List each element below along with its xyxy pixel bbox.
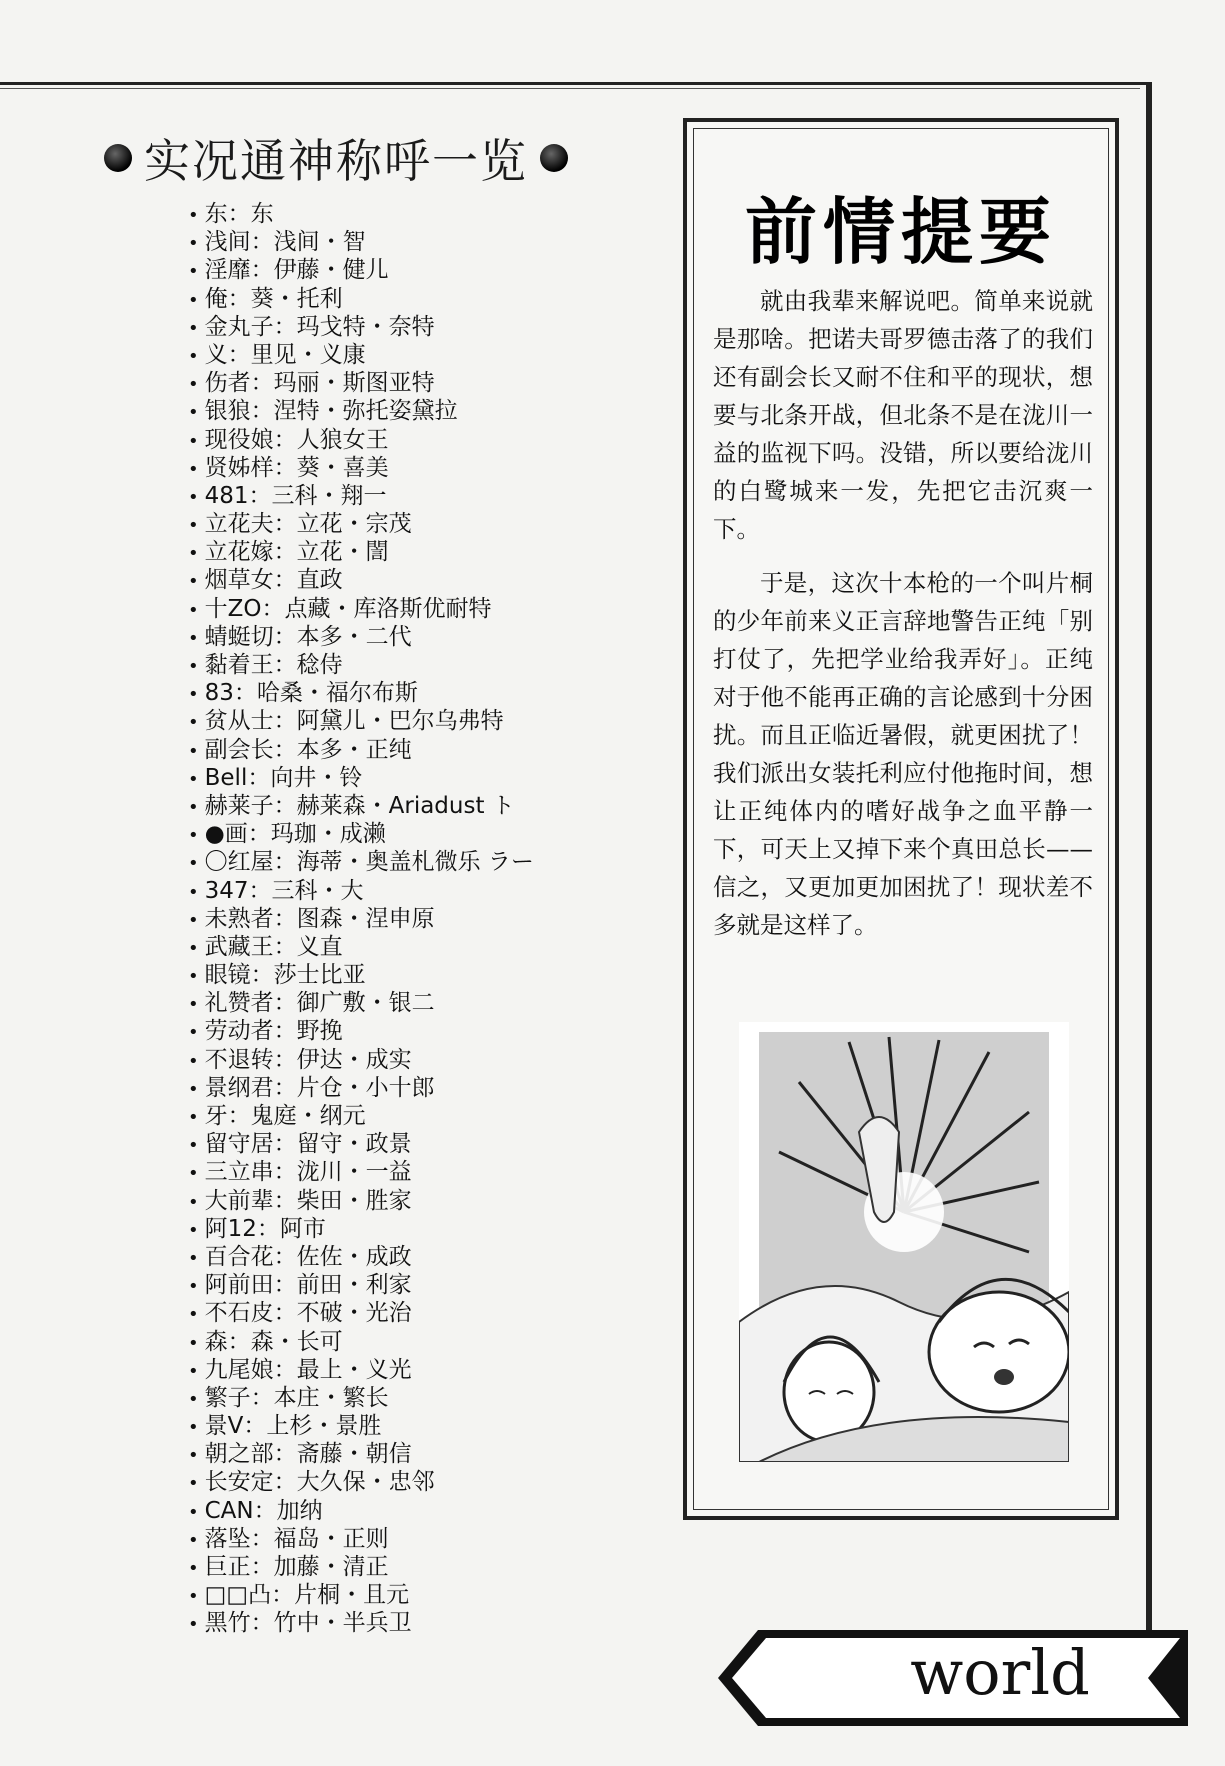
nickname-item: • 义：里见・义康 — [188, 341, 598, 369]
nickname-item: • 东：东 — [188, 200, 598, 228]
nickname-item: • 阿12：阿市 — [188, 1215, 598, 1243]
nickname-item: • 三立串：泷川・一益 — [188, 1158, 598, 1186]
nickname-item: • 金丸子：玛戈特・奈特 — [188, 313, 598, 341]
nickname-item: • 淫靡：伊藤・健儿 — [188, 256, 598, 284]
nickname-item: • 不石皮：不破・光治 — [188, 1299, 598, 1327]
summary-text — [713, 282, 1093, 944]
nickname-item: • 黏着王：稔侍 — [188, 651, 598, 679]
nickname-item: • 贫从士：阿黛儿・巴尔乌弗特 — [188, 707, 598, 735]
list-title — [104, 130, 624, 186]
nickname-item: • 83：哈桑・福尔布斯 — [188, 679, 598, 707]
summary-heading: 前情提要 — [744, 189, 1057, 274]
nickname-item: • 朝之部：斋藤・朝信 — [188, 1440, 598, 1468]
nickname-item: • 〇红屋：海蒂・奥盖札微乐 ラー — [188, 848, 598, 876]
nickname-list — [188, 200, 598, 1638]
nickname-item: • 立花夫：立花・宗茂 — [188, 510, 598, 538]
nickname-item: • 十ZO：点藏・库洛斯优耐特 — [188, 595, 598, 623]
nickname-item: • 眼镜：莎士比亚 — [188, 961, 598, 989]
nickname-item: • 贤姊样：葵・喜美 — [188, 454, 598, 482]
nickname-item: • 武藏王：义直 — [188, 933, 598, 961]
nickname-item: • 长安定：大久保・忠邻 — [188, 1468, 598, 1496]
nickname-item: • 不退转：伊达・成实 — [188, 1046, 598, 1074]
nickname-item: • □□凸：片桐・且元 — [188, 1581, 598, 1609]
summary-paragraph: 就由我辈来解说吧。简单来说就是那啥。把诺夫哥罗德击落了的我们还有副会长又耐不住和平的现状，想要与北条开战，但北条不是在泷川一益的监视下吗。没错，所以要给泷川的白鹭城来一发，先把它击沉爽一下。 — [713, 287, 1093, 543]
nickname-item: • 牙：鬼庭・纲元 — [188, 1102, 598, 1130]
nickname-item: • 景V：上杉・景胜 — [188, 1412, 598, 1440]
manga-illustration — [739, 1022, 1069, 1462]
nickname-item: • 百合花：佐佐・成政 — [188, 1243, 598, 1271]
nickname-item: • 礼赞者：御广敷・银二 — [188, 989, 598, 1017]
title-bullet-icon — [540, 144, 568, 172]
nickname-item: • 大前辈：柴田・胜家 — [188, 1187, 598, 1215]
list-title-text: 实况通神称呼一览 — [144, 134, 528, 188]
nickname-item: • 347：三科・大 — [188, 877, 598, 905]
nickname-item: • 落坠：福岛・正则 — [188, 1525, 598, 1553]
title-bullet-icon — [104, 144, 132, 172]
nickname-item: • 未熟者：图森・涅申原 — [188, 905, 598, 933]
nickname-item: • 黑竹：竹中・半兵卫 — [188, 1609, 598, 1637]
nickname-item: • 巨正：加藤・清正 — [188, 1553, 598, 1581]
nickname-item: • 伤者：玛丽・斯图亚特 — [188, 369, 598, 397]
nickname-item: • 浅间：浅间・智 — [188, 228, 598, 256]
nickname-item: • 蜻蜓切：本多・二代 — [188, 623, 598, 651]
nickname-item: • 森：森・长可 — [188, 1328, 598, 1356]
nickname-item: • 劳动者：野挽 — [188, 1017, 598, 1045]
nickname-item: • 烟草女：直政 — [188, 566, 598, 594]
illustration-art — [739, 1022, 1069, 1462]
nickname-item: • 九尾娘：最上・义光 — [188, 1356, 598, 1384]
nickname-item: • 赫莱子：赫莱森・Ariadust ト — [188, 792, 598, 820]
nickname-item: • 留守居：留守・政景 — [188, 1130, 598, 1158]
nickname-item: • 副会长：本多・正纯 — [188, 736, 598, 764]
nickname-item: • Bell：向井・铃 — [188, 764, 598, 792]
summary-box — [683, 118, 1119, 1520]
nickname-item: • 阿前田：前田・利家 — [188, 1271, 598, 1299]
world-tab-label: world — [910, 1636, 1090, 1709]
nickname-item: • 立花嫁：立花・誾 — [188, 538, 598, 566]
summary-paragraph: 于是，这次十本枪的一个叫片桐的少年前来义正言辞地警告正纯「别打仗了，先把学业给我弄好」。正纯对于他不能再正确的言论感到十分困扰。而且正临近暑假，就更困扰了！我们派出女装托利应付他拖时间，想让正纯体内的嗜好战争之血平静一下，可天上又掉下来个真田总长——信之，又更加更加困扰了！现状差不多就是这样了。 — [713, 569, 1093, 939]
nickname-item: • 现役娘：人狼女王 — [188, 426, 598, 454]
nickname-item: • 繁子：本庄・繁长 — [188, 1384, 598, 1412]
nickname-item: • 银狼：涅特・弥托姿黛拉 — [188, 397, 598, 425]
nickname-item: • ●画：玛珈・成濑 — [188, 820, 598, 848]
nickname-item: • 481：三科・翔一 — [188, 482, 598, 510]
nickname-item: • CAN：加纳 — [188, 1497, 598, 1525]
nickname-item: • 景纲君：片仓・小十郎 — [188, 1074, 598, 1102]
nickname-item: • 俺：葵・托利 — [188, 285, 598, 313]
